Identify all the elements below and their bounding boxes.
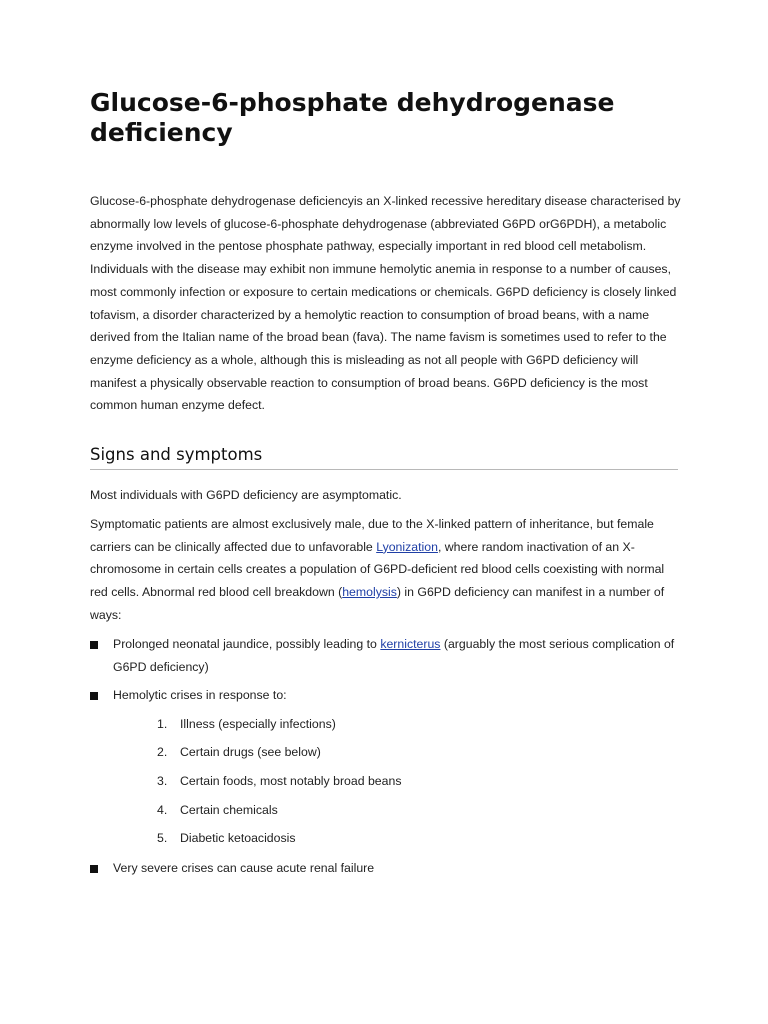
bullet-item <box>90 857 680 880</box>
item-text: Diabetic ketoacidosis <box>180 831 296 845</box>
item-number: 2. <box>157 745 168 759</box>
numbered-item <box>157 741 557 763</box>
square-bullet-icon <box>90 641 98 649</box>
bullet-item <box>90 633 680 678</box>
paragraph-text: ) in G6PD deficiency can manifest in a number of ways: <box>90 585 665 622</box>
bullet-text-part: (arguably the most serious complication of G6PD deficiency) <box>113 637 675 674</box>
item-number: 1. <box>157 717 168 731</box>
hemolysis-link[interactable]: hemolysis <box>342 585 397 600</box>
item-text: Certain chemicals <box>180 803 278 817</box>
paragraph-text: , where random inactivation of an X-chromosome in certain cells creates a population of G6PD-deficient red blood cells coexisting with normal red cells. Abnormal red blood cell breakdown ( <box>90 539 665 600</box>
page-title: Glucose-6-phosphate dehydrogenase deficiency <box>90 88 615 147</box>
item-text: Certain foods, most notably broad beans <box>180 774 402 788</box>
item-number: 4. <box>157 803 168 817</box>
bullet-text: Very severe crises can cause acute renal failure <box>113 861 375 875</box>
bullet-text-part: Prolonged neonatal jaundice, possibly leading to <box>113 637 381 651</box>
numbered-item <box>157 713 557 735</box>
square-bullet-icon <box>90 865 98 873</box>
intro-paragraph: Glucose-6-phosphate dehydrogenase deficiencyis an X-linked recessive hereditary disease characterised by abnormally low levels of glucose-6-phosphate dehydrogenase (abbreviated G6PD orG6PDH), a metabolic enzyme involved in the pentose phosphate pathway, especially important in red blood cell metabolism. Individuals with the disease may exhibit non immune hemolytic anemia in response to a number of causes, most commonly infection or exposure to certain medications or chemicals. G6PD deficiency is closely linked tofavism, a disorder characterized by a hemolytic reaction to consumption of broad beans, with a name derived from the Italian name of the broad bean (fava). The name favism is sometimes used to refer to the enzyme deficiency as a whole, although this is misleading as not all people with G6PD deficiency will manifest a physically observable reaction to consumption of broad beans. G6PD deficiency is the most common human enzyme defect. <box>90 194 681 413</box>
asymptomatic-paragraph: Most individuals with G6PD deficiency are asymptomatic. <box>90 488 402 502</box>
item-number: 3. <box>157 774 168 788</box>
bullet-text <box>113 633 680 678</box>
paragraph-text: Symptomatic patients are almost exclusively male, due to the X-linked pattern of inheritance, but female carriers can be clinically affected due to unfavorable <box>90 517 654 554</box>
section-heading: Signs and symptoms <box>90 444 678 470</box>
bullet-item <box>90 684 680 707</box>
square-bullet-icon <box>90 692 98 700</box>
lyonization-link[interactable]: Lyonization <box>376 539 438 554</box>
kernicterus-link[interactable]: kernicterus <box>380 637 441 651</box>
item-number: 5. <box>157 831 168 845</box>
item-text: Illness (especially infections) <box>180 717 336 731</box>
symptomatic-paragraph <box>90 513 682 627</box>
item-text: Certain drugs (see below) <box>180 745 321 759</box>
numbered-item <box>157 770 557 792</box>
numbered-item <box>157 827 557 849</box>
bullet-text: Hemolytic crises in response to: <box>113 688 287 702</box>
numbered-item <box>157 799 557 821</box>
